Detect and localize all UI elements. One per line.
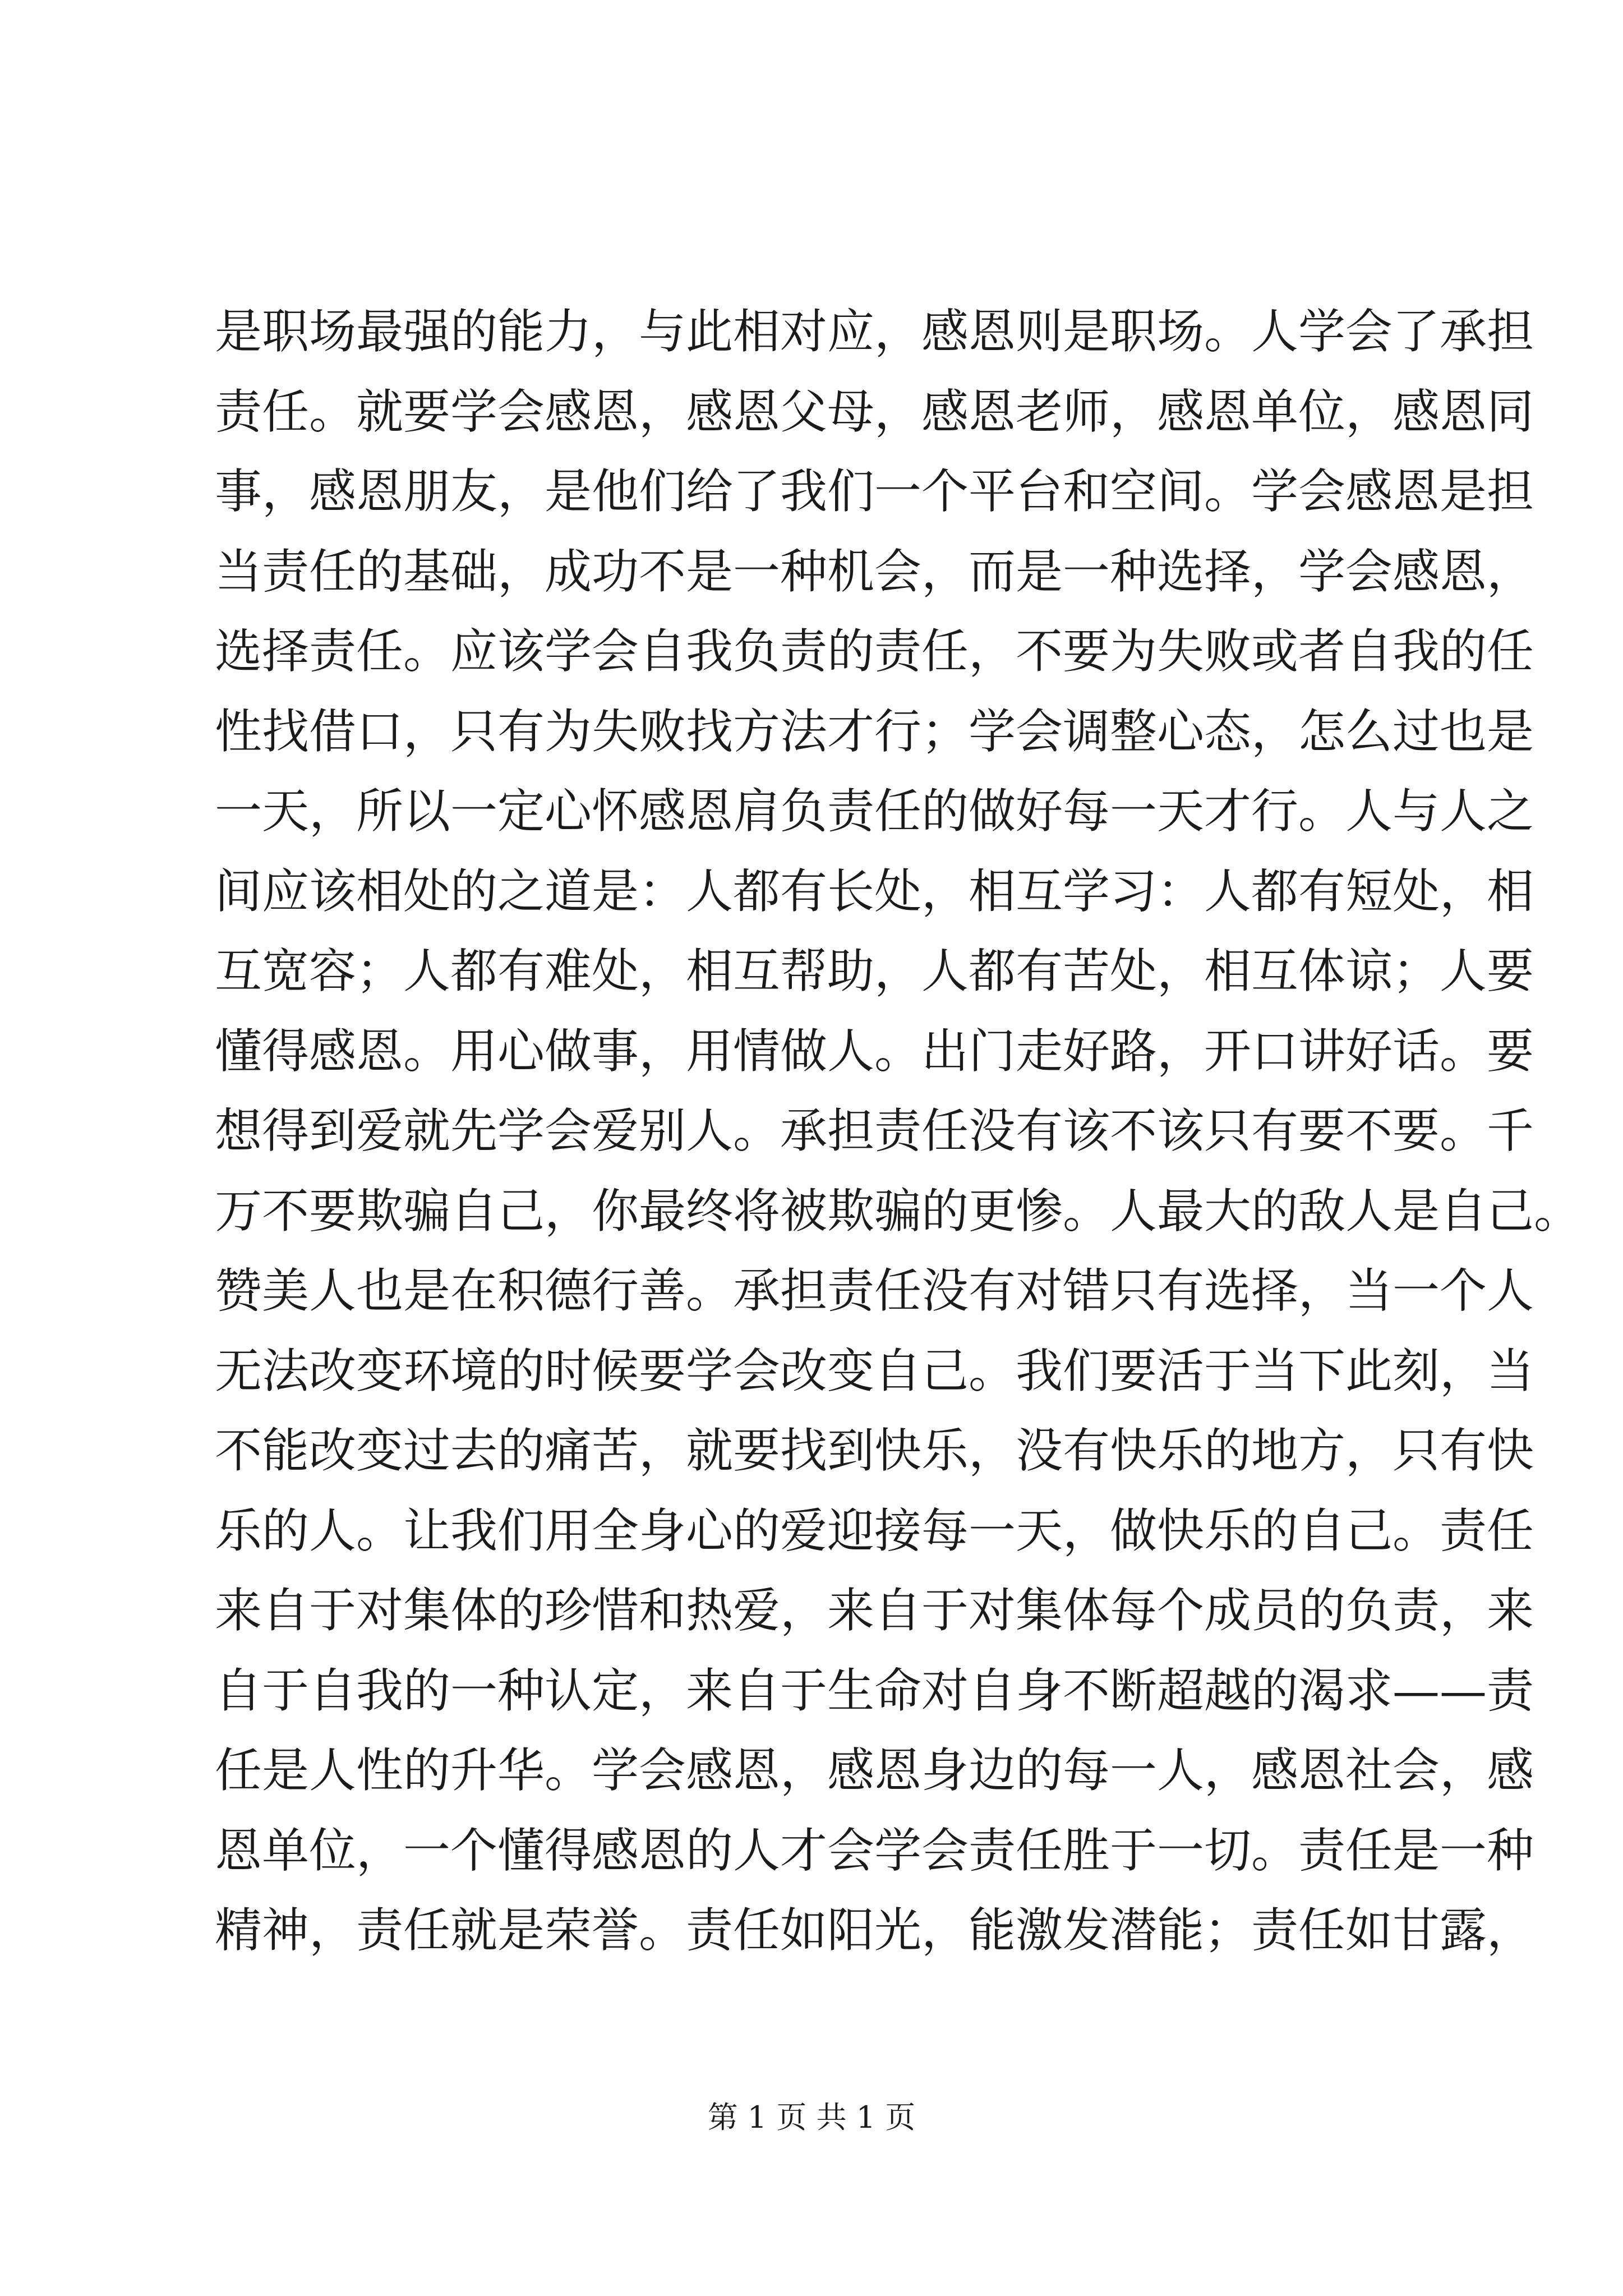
text-line: 选择责任。应该学会自我负责的责任，不要为失败或者自我的任: [215, 624, 1534, 679]
text-line: 责任。就要学会感恩，感恩父母，感恩老师，感恩单位，感恩同: [215, 384, 1534, 439]
text-line: 事，感恩朋友，是他们给了我们一个平台和空间。学会感恩是担: [215, 464, 1534, 519]
text-line: 任是人性的升华。学会感恩，感恩身边的每一人，感恩社会，感: [215, 1743, 1534, 1798]
text-line: 不能改变过去的痛苦，就要找到快乐，没有快乐的地方，只有快: [215, 1423, 1534, 1478]
text-line: 恩单位，一个懂得感恩的人才会学会责任胜于一切。责任是一种: [215, 1823, 1534, 1878]
text-line: 是职场最强的能力，与此相对应，感恩则是职场。人学会了承担: [215, 304, 1534, 359]
text-line: 自于自我的一种认定，来自于生命对自身不断超越的渴求——责: [215, 1663, 1534, 1718]
text-line: 当责任的基础，成功不是一种机会，而是一种选择，学会感恩，: [215, 544, 1534, 599]
text-line: 无法改变环境的时候要学会改变自己。我们要活于当下此刻，当: [215, 1343, 1534, 1398]
text-line: 乐的人。让我们用全身心的爱迎接每一天，做快乐的自己。责任: [215, 1503, 1534, 1558]
page-number-label: 第 1 页 共 1 页: [707, 2100, 916, 2135]
page-footer: [0, 2098, 1623, 2137]
text-line: 互宽容；人都有难处，相互帮助，人都有苦处，相互体谅；人要: [215, 944, 1534, 999]
text-line: 间应该相处的之道是：人都有长处，相互学习：人都有短处，相: [215, 863, 1534, 919]
text-line: 来自于对集体的珍惜和热爱，来自于对集体每个成员的负责，来: [215, 1583, 1534, 1638]
text-line: 懂得感恩。用心做事，用情做人。出门走好路，开口讲好话。要: [215, 1023, 1534, 1079]
text-line: 精神，责任就是荣誉。责任如阳光，能激发潜能；责任如甘露，: [215, 1903, 1534, 1958]
text-line: 赞美人也是在积德行善。承担责任没有对错只有选择，当一个人: [215, 1263, 1534, 1318]
text-line: 万不要欺骗自己，你最终将被欺骗的更惨。人最大的敌人是自己。: [215, 1183, 1581, 1239]
text-line: 性找借口，只有为失败找方法才行；学会调整心态，怎么过也是: [215, 703, 1534, 759]
body-text: [215, 292, 1581, 1971]
text-line: 想得到爱就先学会爱别人。承担责任没有该不该只有要不要。千: [215, 1103, 1534, 1158]
text-line: 一天，所以一定心怀感恩肩负责任的做好每一天才行。人与人之: [215, 784, 1534, 839]
